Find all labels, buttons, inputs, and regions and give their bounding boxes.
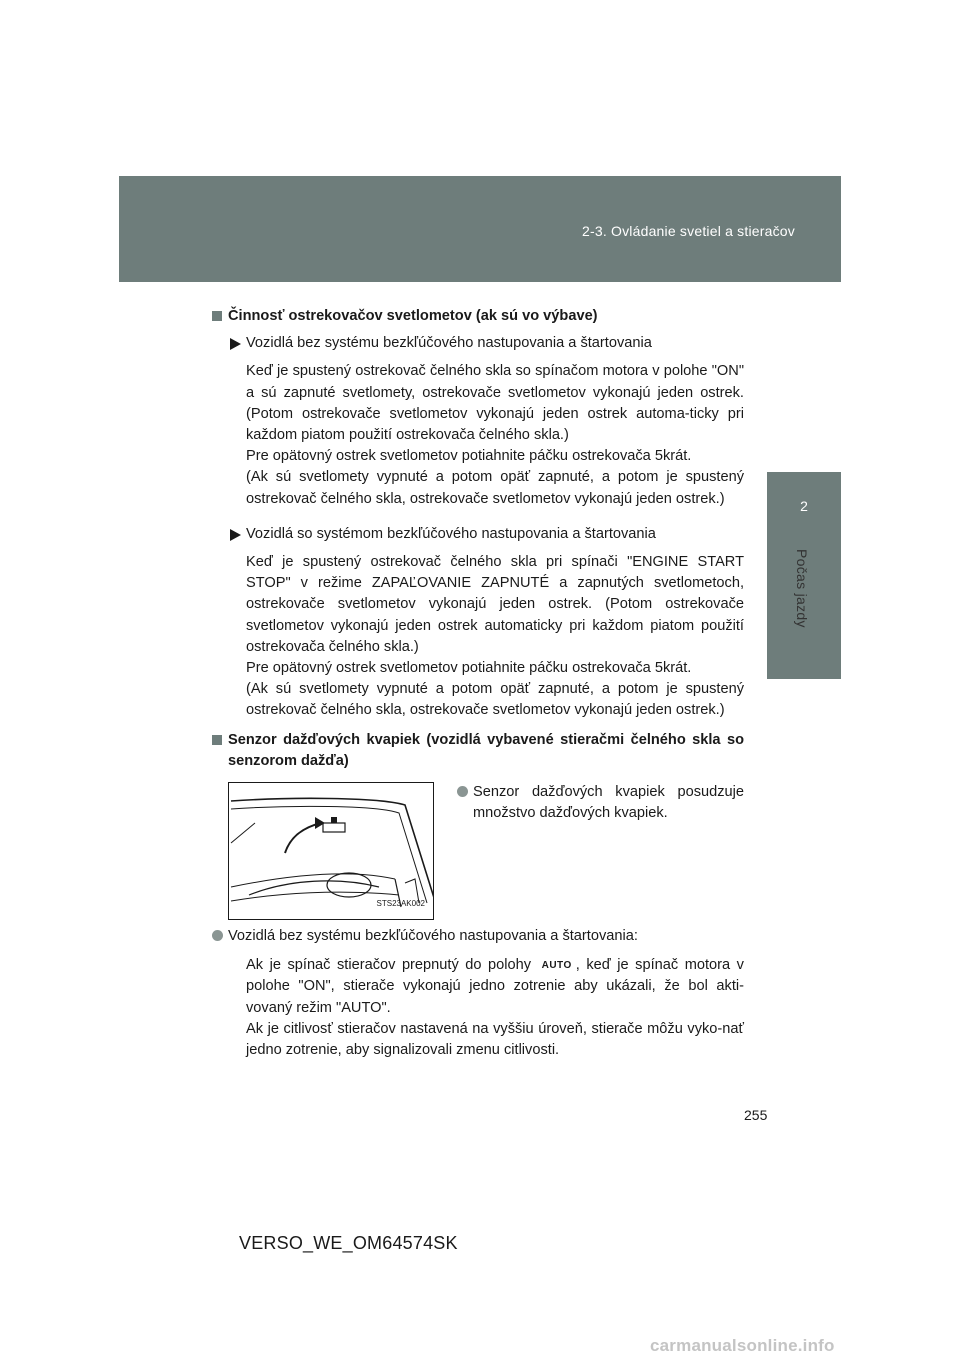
square-bullet-icon <box>212 311 222 321</box>
triangle-bullet-icon <box>230 338 241 350</box>
subheading-no-smart-key <box>230 333 744 354</box>
chapter-number: 2 <box>800 498 808 514</box>
paragraph-line: Pre opätovný ostrek svetlometov potiahnite páčku ostrekovača 5krát. <box>246 660 692 677</box>
paragraph-line: Keď je spustený ostrekovač čelného skla pri spínači "ENGINE START STOP" v režime ZAPAĽOVANIE ZAPNUTÉ a zapnutých svetlometoch, ostrekovače svetlometov vykonajú jeden ostrek. (Potom ostrekovače svetlometov vykonajú jeden ostrek automaticky pri každom piatom použití ostrekovača čelného skla.) <box>246 554 744 655</box>
chapter-label: Počas jazdy <box>794 549 810 628</box>
heading-text: Senzor dažďových kvapiek (vozidlá vybavené stieračmi čelného skla so senzorom dažďa) <box>228 731 744 769</box>
circle-bullet-icon <box>457 786 468 797</box>
circle-bullet-icon <box>212 930 223 941</box>
paragraph-auto-mode <box>246 955 744 1061</box>
section-heading-rain-sensor <box>212 730 744 772</box>
page-content <box>212 306 744 1061</box>
bullet-no-smart-key <box>212 926 744 947</box>
rain-sensor-illustration <box>228 782 434 920</box>
paragraph-line: Pre opätovný ostrek svetlometov potiahnite páčku ostrekovača 5krát. <box>246 448 692 465</box>
paragraph-line: (Ak sú svetlomety vypnuté a potom opäť zapnuté, a potom je spustený ostrekovač čelného skla, ostrekovače svetlometov vykonajú jeden ostrek.) <box>246 469 744 507</box>
paragraph-line: Keď je spustený ostrekovač čelného skla so spínačom motora v polohe "ON" a sú zapnuté svetlomety, ostrekovače svetlometov vykonajú jeden ostrek. (Potom ostrekovače svetlometov vykonajú jeden ostrek automa-ticky pri každom piatom použití ostrekovača čelného skla.) <box>246 363 744 444</box>
section-title: 2-3. Ovládanie svetiel a stieračov <box>581 223 795 239</box>
bullet-title: Vozidlá bez systému bezkľúčového nastupovania a štartovania: <box>228 928 638 945</box>
triangle-bullet-icon <box>230 529 241 541</box>
figure-bullet-text: Senzor dažďových kvapiek posudzuje množstvo dažďových kvapiek. <box>473 784 744 822</box>
paragraph-line <box>246 955 744 1019</box>
subheading-text: Vozidlá bez systému bezkľúčového nastupovania a štartovania <box>246 335 652 352</box>
page-number: 255 <box>744 1107 768 1123</box>
header-band <box>119 176 841 282</box>
paragraph-text: , keď je spínač motora v polohe "ON", stierače vykonajú jedno zotrenie aby ukázali, že bol akti-vovaný režim "AUTO". <box>246 957 744 1016</box>
paragraph-line: Ak je citlivosť stieračov nastavená na vyššiu úroveň, stierače môžu vyko-nať jedno zotrenie, aby signalizovali zmenu citlivosti. <box>246 1020 744 1059</box>
paragraph-smart-key <box>246 552 744 722</box>
auto-position-symbol: AUTO <box>541 960 572 972</box>
heading-text: Činnosť ostrekovačov svetlometov (ak sú vo výbave) <box>228 308 598 324</box>
subheading-text: Vozidlá so systémom bezkľúčového nastupovania a štartovania <box>246 525 656 542</box>
watermark: carmanualsonline.info <box>650 1336 835 1355</box>
document-code: VERSO_WE_OM64574SK <box>239 1233 458 1253</box>
figure-caption: STS23AK002 <box>376 898 425 908</box>
subheading-smart-key <box>230 524 744 545</box>
figure-bullet <box>457 782 744 824</box>
square-bullet-icon <box>212 735 222 745</box>
paragraph-line: (Ak sú svetlomety vypnuté a potom opäť zapnuté, a potom je spustený ostrekovač čelného skla, ostrekovače svetlometov vykonajú jeden ostrek.) <box>246 681 744 719</box>
figure-row <box>212 782 744 926</box>
section-heading-headlight-washers <box>212 306 744 327</box>
paragraph-no-smart-key <box>246 361 744 509</box>
paragraph-text: Ak je spínač stieračov prepnutý do polohy <box>246 957 532 974</box>
